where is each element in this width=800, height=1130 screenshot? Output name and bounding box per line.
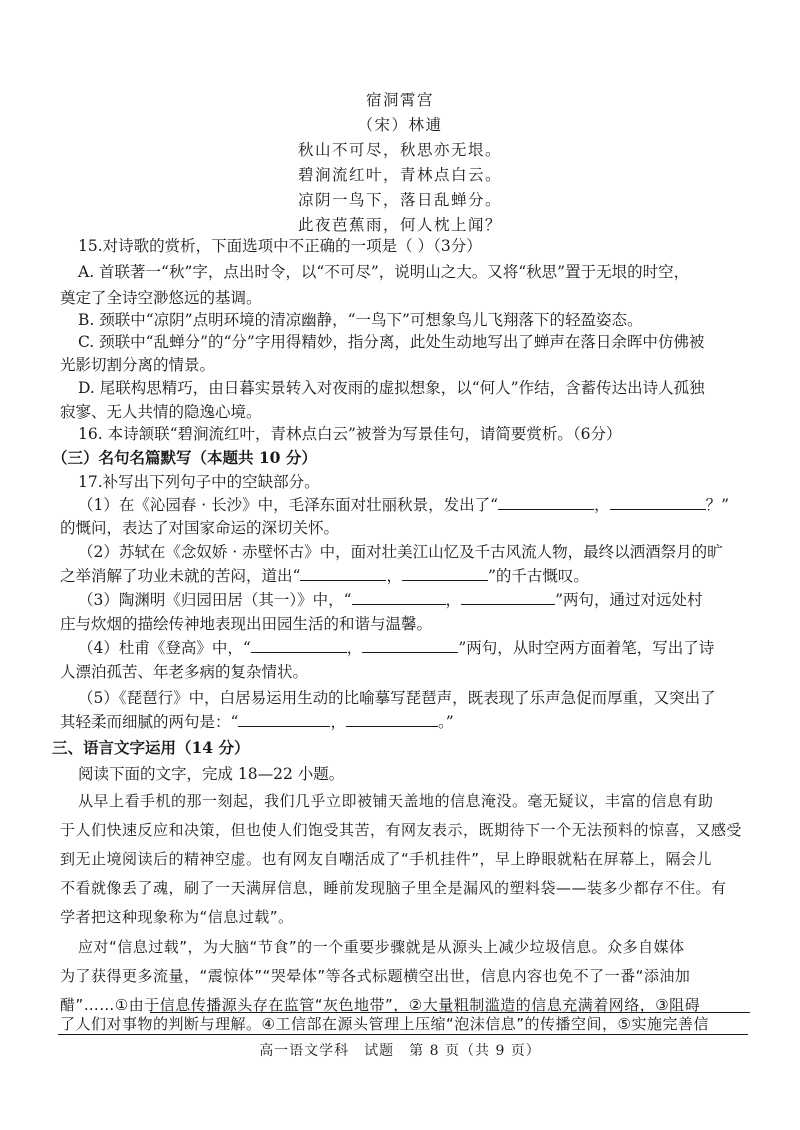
q16-stem: 16. 本诗颔联“碧涧流红叶，青林点白云”被誉为写景佳句，请简要赏析。（6分） [78, 425, 622, 443]
q17-item-2: （2）苏轼在《念奴娇 · 赤壁怀古》中，面对壮美江山忆及千古风流人物，最终以洒酒祭月的旷 [78, 543, 723, 561]
answer-blank[interactable] [251, 638, 347, 653]
answer-blank[interactable] [498, 495, 594, 510]
poem-line: 凉阴一鸟下，落日乱蝉分。 [297, 191, 502, 209]
q17-item-3-end: ”两句，通过对远处村 [555, 591, 703, 609]
passage-line: 为了获得更多流量，“震惊体”“哭晕体”等各式标题横空出世，信息内容也免不了一番“添油加 [60, 967, 691, 985]
q17-item-1-end: ？” [705, 496, 730, 514]
q17-item-3-cont: 庄与炊烟的描绘传神地表现出田园生活的和谐与温馨。 [60, 615, 433, 633]
q17-item-3 [78, 590, 768, 610]
passage-line: 学者把这种现象称为“信息过载”。 [60, 908, 294, 926]
q15-option-a-cont: 奠定了全诗空渺悠远的基调。 [60, 289, 262, 307]
answer-blank[interactable] [461, 590, 555, 605]
q17-item-3-text: （3）陶渊明《归园田居（其一）》中，“ [78, 591, 352, 609]
poem-line: 此夜芭蕉雨，何人枕上闻？ [297, 216, 502, 234]
q17-item-4-cont: 人漂泊孤苦、年老多病的复杂情状。 [60, 663, 309, 681]
q15-option-d: D. 尾联构思精巧，由日暮实景转入对夜雨的虚拟想象，以“何人”作结，含蓄传达出诗人孤独 [78, 379, 705, 397]
q17-item-1-cont: 的慨问，表达了对国家命运的深切关怀。 [60, 519, 340, 537]
q17-item-1-text: （1）在《沁园春 · 长沙》中，毛泽东面对壮丽秋景，发出了“ [78, 496, 499, 514]
q17-item-2-end: ”的千古慨叹。 [487, 567, 589, 585]
reading-instruction: 阅读下面的文字，完成 18—22 小题。 [78, 765, 345, 783]
q17-item-4-text: （4）杜甫《登高》中，“ [78, 639, 251, 657]
part-heading: 三、语言文字运用（14 分） [52, 738, 250, 757]
passage-line: 到无止境阅读后的精神空虚。也有网友自嘲活成了“手机挂件”，早上睁眼就粘在屏幕上，隔会儿 [60, 850, 713, 868]
q17-item-1 [78, 495, 768, 515]
answer-blank[interactable] [346, 712, 438, 727]
q17-item-3-sep: ， [445, 591, 462, 609]
q17-item-5-sep: ， [330, 713, 346, 731]
q17-item-2-sep: ， [386, 567, 402, 585]
q17-item-2-cont [60, 566, 750, 586]
q15-option-b: B. 颈联中“凉阴”点明环境的清凉幽静，“一鸟下”可想象鸟儿飞翔落下的轻盈姿态。 [78, 311, 643, 329]
q17-item-4-end: ”两句，从时空两方面着笔，写出了诗 [458, 639, 715, 657]
page-footer: 高一语文学科 试题 第 8 页（共 9 页） [259, 1043, 541, 1059]
sentence-underline [150, 1012, 750, 1013]
passage-line: 了人们对事物的判断与理解。④工信部在源头管理上压缩“泡沫信息”的传播空间，⑤实施完善信 [60, 1015, 709, 1033]
section-heading: （三）名句名篇默写（本题共 10 分） [52, 448, 317, 467]
q17-item-5-end: 。” [437, 713, 454, 731]
poem-author: （宋）林逋 [357, 116, 443, 134]
q15-option-c-cont: 光影切割分离的情景。 [60, 356, 216, 374]
answer-blank[interactable] [402, 566, 488, 581]
answer-blank[interactable] [610, 495, 706, 510]
answer-blank[interactable] [300, 566, 386, 581]
poem-line: 秋山不可尽，秋思亦无垠。 [297, 141, 502, 159]
q17-item-4 [78, 638, 768, 658]
q17-stem: 17.补写出下列句子中的空缺部分。 [78, 473, 320, 491]
sentence-underline [58, 1034, 748, 1035]
passage-line: 从早上看手机的那一刻起，我们几乎立即被铺天盖地的信息淹没。毫无疑议，丰富的信息有助 [78, 792, 714, 810]
q17-item-1-sep: ， [594, 496, 610, 514]
q15-option-c: C. 颈联中“乱蝉分”的“分”字用得精妙，指分离，此处生动地写出了蝉声在落日余晖中仿佛被 [78, 333, 705, 351]
answer-blank[interactable] [352, 590, 446, 605]
passage-line: 应对“信息过载”，为大脑“节食”的一个重要步骤就是从源头上减少垃圾信息。众多自媒体 [78, 938, 685, 956]
q15-option-d-cont: 寂寥、无人共情的隐逸心境。 [60, 403, 262, 421]
q17-item-4-sep: ， [346, 639, 363, 657]
q15-option-a: A. 首联著一“秋”字，点出时令，以“不可尽”，说明山之大。又将“秋思”置于无垠的时空， [78, 263, 690, 281]
passage-line: 于人们快速反应和决策，但也使人们饱受其苦，有网友表示，既期待下一个无法预料的惊喜，又感受 [60, 821, 743, 839]
q17-item-2-text: 之举消解了功业未就的苦闷，道出“ [60, 567, 301, 585]
q17-item-5-cont [60, 712, 750, 732]
q17-item-5: （5）《琵琶行》中，白居易运用生动的比喻摹写琵琶声，既表现了乐声急促而厚重，又突出了 [78, 689, 716, 707]
poem-line: 碧涧流红叶，青林点白云。 [297, 166, 502, 184]
poem-title: 宿洞霄宫 [365, 91, 434, 109]
passage-line: 醋”……①由于信息传播源头存在监管“灰色地带”，②大量粗制滥造的信息充满着网络，③阻碍 [60, 996, 701, 1014]
answer-blank[interactable] [238, 712, 330, 727]
q17-item-5-text: 其轻柔而细腻的两句是：“ [60, 713, 239, 731]
answer-blank[interactable] [362, 638, 458, 653]
q15-stem: 15.对诗歌的赏析，下面选项中不正确的一项是（ ）（3分） [78, 237, 482, 255]
passage-line: 不看就像丢了魂，刷了一天满屏信息，睡前发现脑子里全是漏风的塑料袋——装多少都存不住。有 [60, 879, 727, 897]
